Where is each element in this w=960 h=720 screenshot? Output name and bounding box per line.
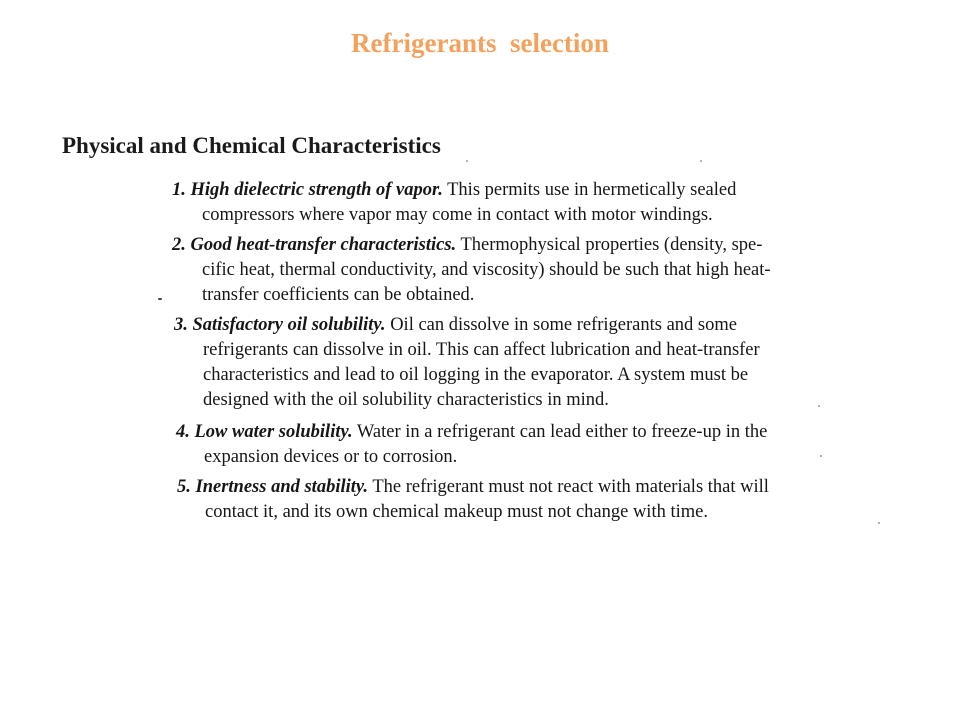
item-term: Inertness and stability. [195,477,369,497]
item-text-line: The refrigerant must not react with materials that will [372,477,769,497]
item-number: 3. [174,315,188,335]
item-text-line: Thermophysical properties (density, spe- [460,235,763,255]
item-text-line: expansion devices or to corrosion. [204,447,458,467]
scan-speck [700,160,702,162]
item-text-line: This permits use in hermetically sealed [447,180,737,200]
item-text-line: designed with the oil solubility characteristics in mind. [203,390,609,410]
item-number: 1. [172,180,186,200]
item-number: 5. [177,477,191,497]
section-heading: Physical and Chemical Characteristics [62,133,441,158]
item-term: Low water solubility. [194,422,353,442]
item-text-line: Oil can dissolve in some refrigerants and some [390,315,737,335]
item-text-line: refrigerants can dissolve in oil. This can affect lubrication and heat-transfer [203,340,760,360]
scan-speck [818,405,820,407]
scan-speck [820,455,822,457]
item-text-line: characteristics and lead to oil logging in the evaporator. A system must be [203,365,749,385]
item-text-line: cific heat, thermal conductivity, and viscosity) should be such that high heat- [202,260,771,280]
scan-speck [158,298,162,300]
item-text-line: Water in a refrigerant can lead either to freeze-up in the [356,422,768,442]
slide-title: Refrigerants selection [351,28,609,58]
item-term: Good heat-transfer characteristics. [190,235,457,255]
item-text-line: transfer coefficients can be obtained. [202,285,475,305]
item-text-line: contact it, and its own chemical makeup must not change with time. [205,502,708,522]
scan-speck [466,160,468,162]
scan-speck [878,522,880,524]
item-number: 4. [176,422,190,442]
item-term: Satisfactory oil solubility. [192,315,386,335]
item-term: High dielectric strength of vapor. [190,180,443,200]
item-number: 2. [172,235,186,255]
item-text-line: compressors where vapor may come in contact with motor windings. [202,205,713,225]
